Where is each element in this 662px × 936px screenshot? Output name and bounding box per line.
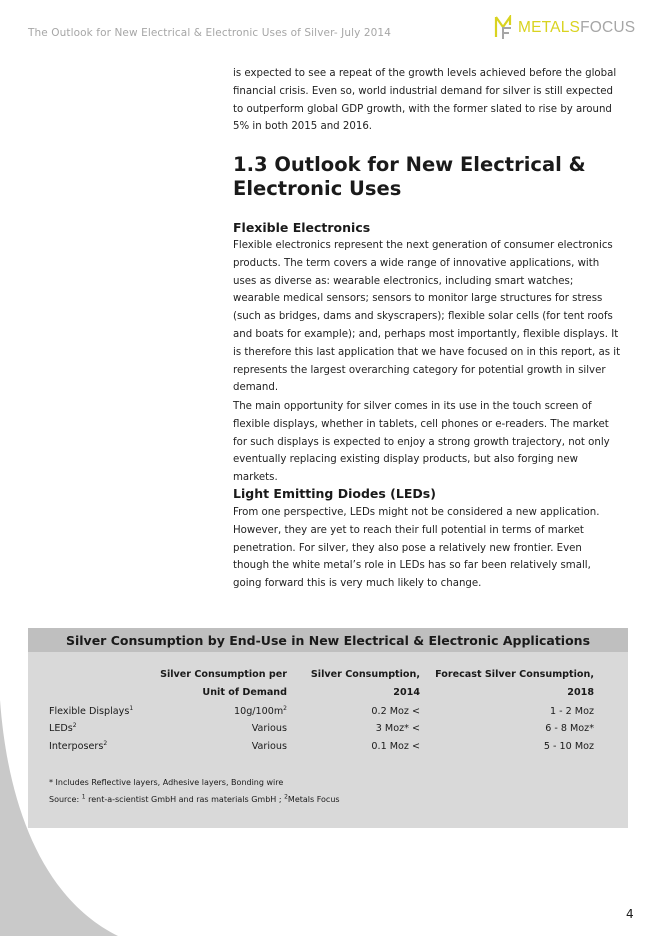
column-header-line: 2014: [393, 686, 420, 698]
intro-paragraph: [233, 65, 621, 136]
row-forecast-2018: 6 - 8 Moz*: [545, 723, 594, 734]
row-unit-demand: [234, 703, 287, 720]
flexible-electronics-paragraph-1-text: Flexible electronics represent the next generation of consumer electronics products. The term covers a wide range of innovative applications, with uses as diverse as: wearable electronics, including smart watches; wearable medical sensors; sensors to monitor large structures for stress (such as bridges, dams and skyscrapers); flexible solar cells (for tent roofs and boats for example); and, perhaps most importantly, flexible displays. It is therefore this last application that we have focused on in this report, as it represents the largest overarching category for potential growth in silver demand.: [233, 240, 621, 394]
table-title: Silver Consumption by End-Use in New Electrical & Electronic Applications: [28, 628, 628, 652]
decorative-corner-swoosh: [0, 700, 130, 936]
column-header-forecast-2018: [435, 666, 594, 701]
table-footnote: * Includes Reflective layers, Adhesive layers, Bonding wire: [49, 778, 284, 787]
source-sup-2: 2: [284, 793, 288, 801]
row-forecast-2018: 5 - 10 Moz: [543, 741, 594, 752]
led-paragraph: [233, 504, 621, 593]
source-prefix: Source:: [49, 795, 82, 804]
column-header-line: 2018: [567, 686, 594, 698]
row-label-text: LEDs: [49, 723, 73, 734]
column-header-consumption-2014: [311, 666, 420, 701]
metals-focus-logo: [494, 15, 635, 41]
logo-word-metals: METALS: [518, 19, 581, 36]
logo-word-focus: FOCUS: [580, 19, 636, 36]
unit-sup: 2: [283, 704, 287, 712]
source-end: Metals Focus: [287, 795, 340, 804]
unit-text: Various: [251, 723, 287, 734]
flexible-electronics-paragraph-1: [233, 237, 621, 397]
logo-wordmark: [518, 19, 635, 37]
row-consumption-2014: 3 Moz* <: [375, 723, 420, 734]
row-consumption-2014: 0.1 Moz <: [371, 741, 420, 752]
row-label-text: Interposers: [49, 741, 104, 752]
flexible-electronics-paragraph-2-text: The main opportunity for silver comes in its use in the touch screen of flexible displays, whether in tablets, cell phones or e-readers. The market for such displays is expected to enjoy a strong growth trajectory, not only eventually replacing existing display products, but also forging new markets.: [233, 401, 610, 484]
unit-text: Various: [251, 741, 287, 752]
document-running-title: The Outlook for New Electrical & Electronic Uses of Silver- July 2014: [28, 27, 391, 39]
row-label-sup: 2: [103, 739, 108, 747]
row-label-sup: 2: [72, 721, 77, 729]
page-number: 4: [626, 907, 634, 921]
flexible-electronics-paragraph-2: [233, 398, 621, 487]
source-sup-1: 1: [81, 793, 86, 801]
led-paragraph-text: From one perspective, LEDs might not be considered a new application. However, they are yet to reach their full potential in terms of market penetration. For silver, they also pose a relatively new frontier. Even though the white metal’s role in LEDs has so far been relatively small, going forward this is very much likely to change.: [233, 507, 600, 590]
column-header-line: Silver Consumption,: [310, 669, 420, 680]
row-unit-demand: [252, 720, 287, 737]
section-heading: 1.3 Outlook for New Electrical & Electronic Uses: [233, 153, 586, 200]
led-heading: Light Emitting Diodes (LEDs): [233, 486, 436, 501]
metals-focus-logo-icon: [494, 15, 516, 41]
column-header-line: Unit of Demand: [202, 686, 287, 698]
source-mid: rent-a-scientist GmbH and ras materials GmbH ;: [85, 795, 285, 804]
column-header-line: Forecast Silver Consumption,: [435, 669, 594, 680]
flexible-electronics-heading: Flexible Electronics: [233, 220, 371, 235]
column-header-line: Silver Consumption per: [160, 669, 287, 680]
column-header-unit-demand: [160, 666, 287, 701]
row-label-sup: 1: [129, 704, 134, 712]
row-label-text: Flexible Displays: [49, 706, 130, 717]
row-forecast-2018: 1 - 2 Moz: [549, 706, 594, 717]
unit-text: 10g/100m: [233, 706, 284, 717]
row-consumption-2014: 0.2 Moz <: [371, 706, 420, 717]
intro-paragraph-text: is expected to see a repeat of the growth levels achieved before the global financial crisis. Even so, world industrial demand for silver is still expected to outperform global GDP growth, with the former slated to rise by around 5% in both 2015 and 2016.: [233, 68, 617, 133]
row-unit-demand: [252, 738, 287, 755]
